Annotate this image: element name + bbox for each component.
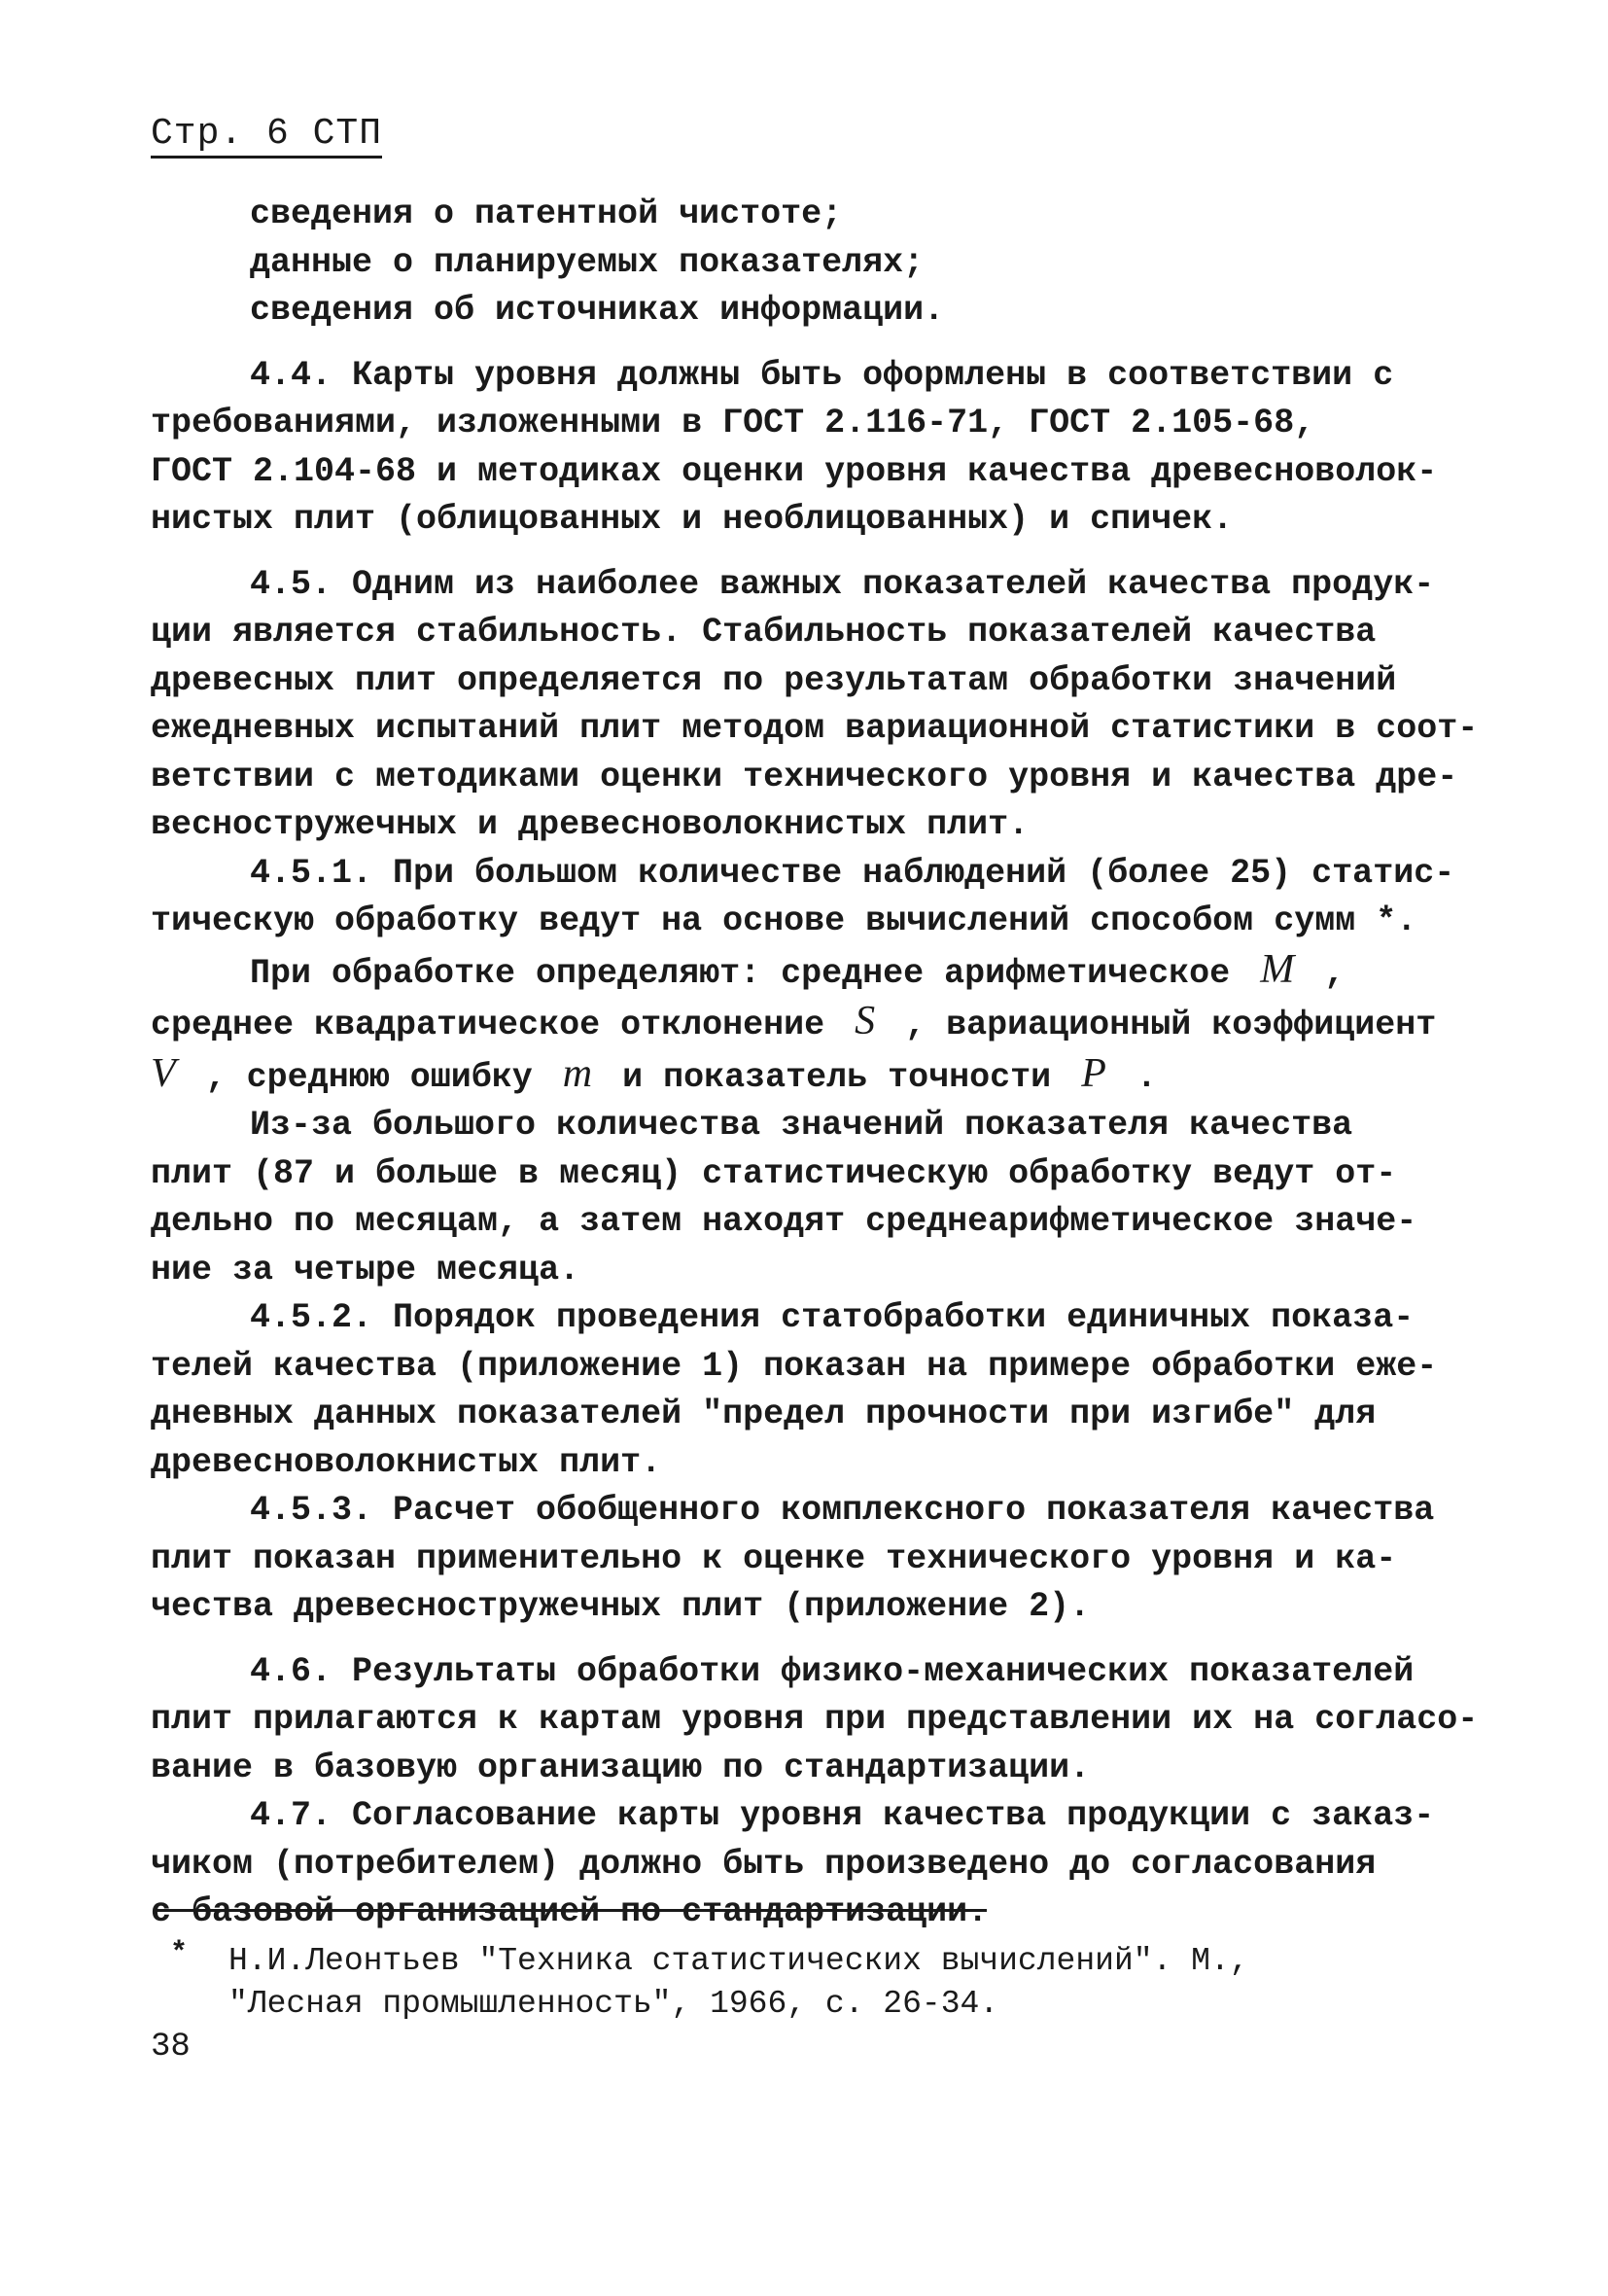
paragraph-4-5-2 (151, 1294, 1438, 1487)
paragraph-line: плит прилагаются к картам уровня при представлении их на согласо- (151, 1700, 1479, 1739)
paragraph-line: 4.6. Результаты обработки физико-механических показателей (250, 1651, 1415, 1691)
paragraph-line: требованиями, изложенными в ГОСТ 2.116-71, ГОСТ 2.105-68, (151, 404, 1315, 442)
symbol-V: V (151, 1050, 176, 1096)
paragraph-line: ции является стабильность. Стабильность показателей качества (151, 613, 1377, 652)
paragraph-line: вание в базовую организацию по стандартизации. (151, 1748, 1091, 1787)
symbol-P: P (1081, 1050, 1106, 1096)
paragraph-line: весностружечных и древесноволокнистых плит. (151, 805, 1030, 844)
paragraph-line: древесноволокнистых плит. (151, 1442, 662, 1482)
paragraph-processing-symbols (151, 946, 1437, 1103)
document-body (151, 191, 1479, 1937)
paragraph-line (151, 1050, 1424, 1103)
paragraph-line: Из-за большого количества значений показателя качества (250, 1106, 1353, 1145)
paragraph-line: дельно по месяцам, а затем находят среднеарифметическое значе- (151, 1202, 1417, 1241)
symbol-S: S (855, 999, 876, 1043)
paragraph-line: древесных плит определяется по результатам обработки значений (151, 660, 1397, 700)
list-item: сведения о патентной чистоте; (250, 194, 843, 233)
footnote-line: Н.И.Леонтьев "Техника статистических вычислений". М., (228, 1943, 1249, 1979)
paragraph-4-6 (151, 1648, 1479, 1793)
paragraph-text: среднее квадратическое отклонение (151, 1006, 825, 1044)
paragraph-text: , вариационный коэффициент (905, 1006, 1437, 1044)
paragraph-4-5-1 (151, 850, 1455, 946)
paragraph-line: дневных данных показателей "предел прочности при изгибе" для (151, 1395, 1377, 1433)
paragraph-line (151, 946, 1424, 999)
paragraph-line: 4.5.2. Порядок проведения статобработки единичных показа- (250, 1298, 1415, 1337)
paragraph-text: При обработке определяют: среднее арифметическое (250, 953, 1231, 993)
paragraph-line: ветствии с методиками оценки технического уровня и качества дре- (151, 757, 1458, 796)
paragraph-line: с базовой организацией по стандартизации. (151, 1892, 989, 1931)
paragraph-4-7 (151, 1792, 1435, 1937)
paragraph-line: 4.5.1. При большом количестве наблюдений (более 25) статис- (250, 853, 1455, 893)
paragraph-line: плит (87 и больше в месяц) статистическую обработку ведут от- (151, 1153, 1397, 1193)
symbol-m: m (562, 1050, 593, 1096)
paragraph-line: нистых плит (облицованных и необлицованных) и спичек. (151, 500, 1234, 539)
paragraph-line: телей качества (приложение 1) показан на примере обработки еже- (151, 1346, 1438, 1386)
paragraph-line: ГОСТ 2.104-68 и методиках оценки уровня качества древесноволок- (151, 451, 1438, 491)
paragraph-4-5-3 (151, 1487, 1435, 1632)
paragraph-monthly-processing (151, 1102, 1424, 1294)
paragraph-text: тическую обработку ведут на основе вычислений способом сумм (151, 901, 1356, 940)
paragraph-line: 4.4. Карты уровня должны быть оформлены в соответствии с (250, 355, 1394, 395)
paragraph-text: , (1324, 953, 1346, 993)
paragraph-line: плит показан применительно к оценке технического уровня и ка- (151, 1538, 1397, 1578)
footnote (170, 1937, 1249, 2026)
paragraph-line (151, 898, 1424, 946)
page-number: 38 (151, 2029, 191, 2066)
paragraph-line: 4.5.3. Расчет обобщенного комплексного показателя качества (250, 1491, 1435, 1530)
paragraph-text: . (1136, 1057, 1157, 1097)
footnote-reference: *. (1376, 901, 1417, 940)
list-item: данные о планируемых показателях; (250, 242, 925, 282)
paragraph-line: ежедневных испытаний плит методом вариационной статистики в соот- (151, 709, 1479, 748)
paragraph-line: чиком (потребителем) должно быть произведено до согласования (151, 1844, 1377, 1884)
paragraph-line: 4.5. Одним из наиболее важных показателей качества продук- (250, 564, 1435, 604)
page-header: Стр. 6 СТП (151, 115, 382, 159)
paragraph-line (151, 998, 1437, 1050)
paragraph-line: чества древесностружечных плит (приложение 2). (151, 1587, 1091, 1626)
paragraph-line: ние за четыре месяца. (151, 1250, 580, 1289)
info-list (151, 191, 1424, 336)
footnote-mark: * (170, 1937, 189, 1970)
paragraph-text: и показатель точности (622, 1057, 1052, 1097)
symbol-M: M (1260, 946, 1295, 992)
list-item: сведения об источниках информации. (250, 291, 945, 330)
paragraph-4-5 (151, 561, 1479, 850)
paragraph-line: 4.7. Согласование карты уровня качества продукции с заказ- (250, 1796, 1435, 1835)
footnote-divider (156, 1909, 987, 1912)
footnote-line: "Лесная промышленность", 1966, с. 26-34. (228, 1986, 999, 2022)
paragraph-4-4 (151, 352, 1438, 545)
paragraph-text: , среднюю ошибку (205, 1057, 533, 1097)
